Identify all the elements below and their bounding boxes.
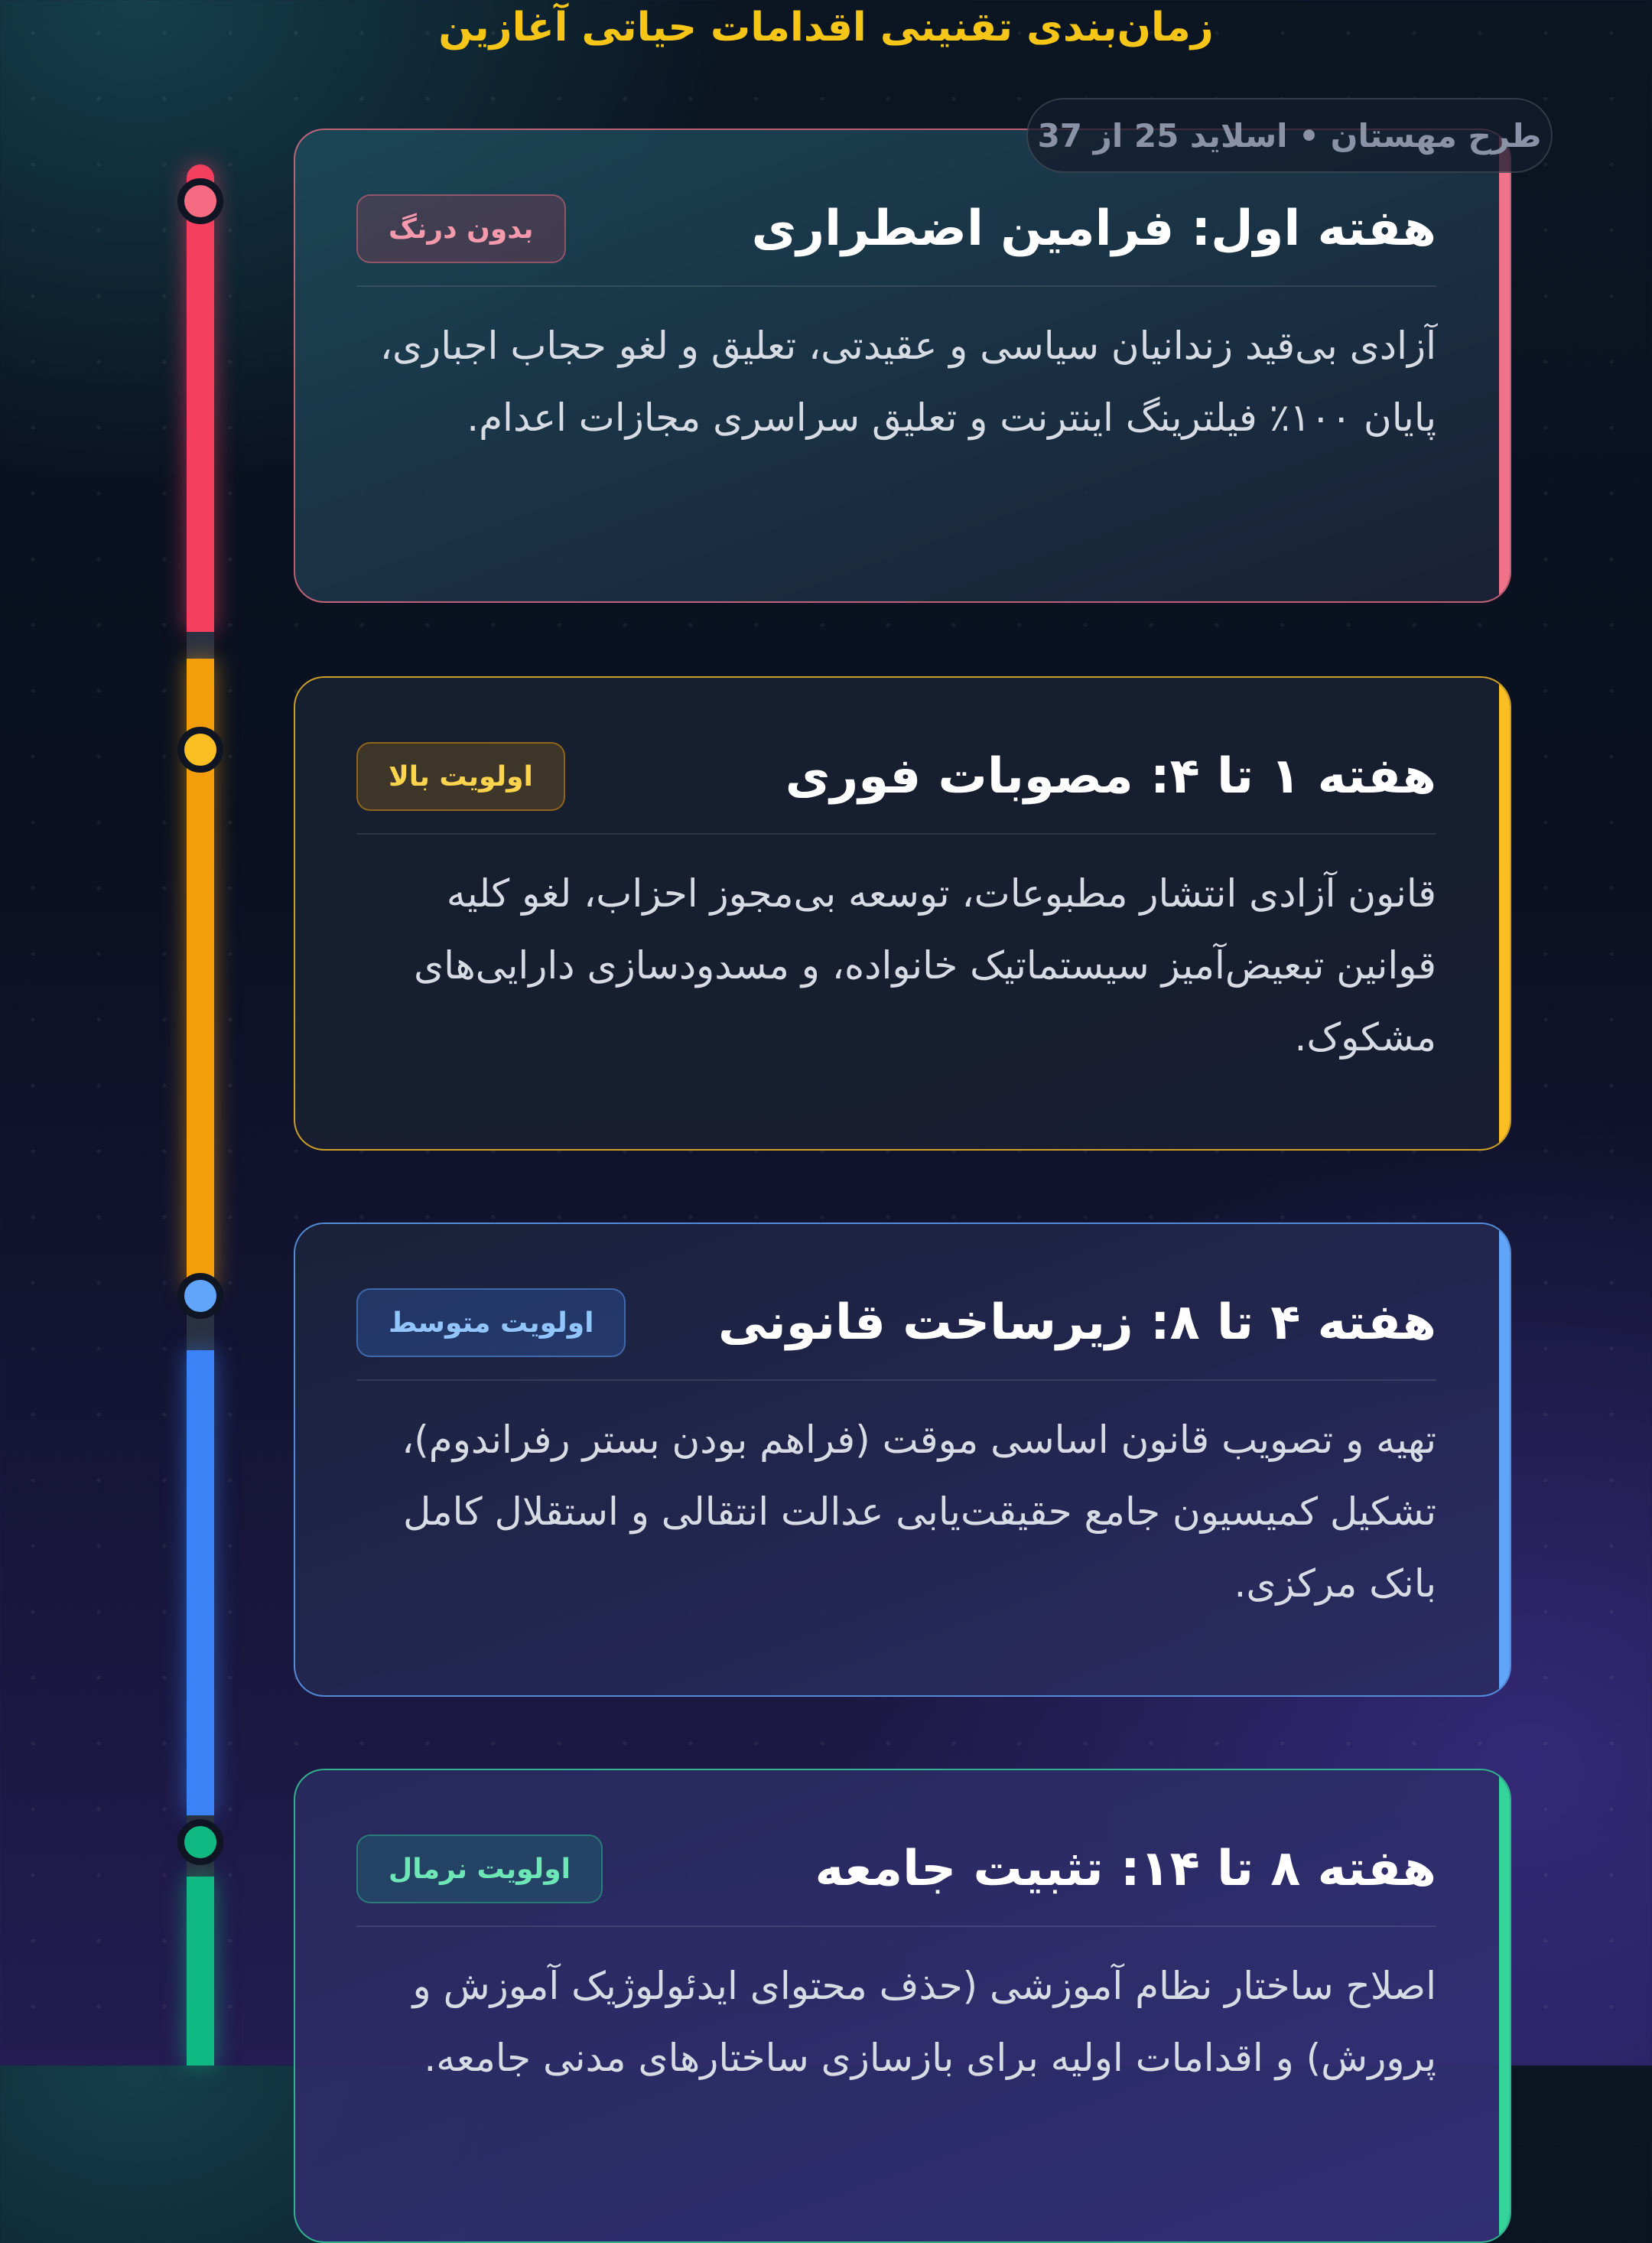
- card-description: اصلاح ساختار نظام آموزشی (حذف محتوای ایدئولوژیک آموزش و پرورش) و اقدامات اولیه برای بازسازی ساختارهای مدنی جامعه.: [412, 1964, 1436, 2080]
- card-accent-bar: [1499, 130, 1510, 601]
- card-divider: [356, 833, 1436, 835]
- timeline-card-week-8-14: [294, 1769, 1511, 2243]
- timeline-node-3: [177, 1273, 223, 1319]
- timeline-segment-4: [187, 1877, 214, 2066]
- timeline-gap: [187, 632, 214, 659]
- timeline-card-week-1-4: [294, 676, 1511, 1151]
- timeline-card-week-4-8: [294, 1222, 1511, 1697]
- card-title: هفته ۴ تا ۸: زیرساخت قانونی: [718, 1294, 1436, 1351]
- card-title: هفته اول: فرامین اضطراری: [751, 200, 1436, 257]
- timeline-segment-3: [187, 1350, 214, 1815]
- card-title: هفته ۱ تا ۴: مصوبات فوری: [785, 748, 1436, 805]
- card-description: تهیه و تصویب قانون اساسی موقت (فراهم بودن بستر رفراندوم)، تشکیل کمیسیون جامع حقیقت‌یابی عدالت انتقالی و استقلال کامل بانک مرکزی.: [402, 1418, 1436, 1606]
- timeline-line: [187, 164, 214, 2066]
- timeline-node-1: [177, 178, 223, 224]
- timeline-card-week-1: [294, 129, 1511, 603]
- card-divider: [356, 1926, 1436, 1927]
- card-title: هفته ۸ تا ۱۴: تثبیت جامعه: [815, 1841, 1436, 1897]
- priority-badge: اولویت بالا: [356, 742, 565, 811]
- card-accent-bar: [1499, 678, 1510, 1149]
- card-divider: [356, 285, 1436, 287]
- card-divider: [356, 1379, 1436, 1381]
- priority-badge: اولویت متوسط: [356, 1288, 626, 1357]
- priority-badge: اولویت نرمال: [356, 1834, 603, 1903]
- priority-badge: بدون درنگ: [356, 194, 566, 263]
- timeline-node-2: [177, 727, 223, 773]
- timeline-segment-1: [187, 164, 214, 632]
- card-description: آزادی بی‌قید زندانیان سیاسی و عقیدتی، تعلیق و لغو حجاب اجباری، پایان ۱۰۰٪ فیلترینگ اینترنت و تعلیق سراسری مجازات اعدام.: [379, 324, 1436, 440]
- page-title: زمان‌بندی تقنینی اقدامات حیاتی آغازین: [438, 5, 1214, 50]
- card-accent-bar: [1499, 1224, 1510, 1695]
- slide-counter: طرح مهستان • اسلاید 25 از 37: [1026, 98, 1553, 173]
- card-accent-bar: [1499, 1770, 1510, 2241]
- timeline-node-4: [177, 1819, 223, 1865]
- card-description: قانون آزادی انتشار مطبوعات، توسعه بی‌مجوز احزاب، لغو کلیه قوانین تبعیض‌آمیز سیستماتیک خانواده، و مسدودسازی دارایی‌های مشکوک.: [414, 871, 1436, 1060]
